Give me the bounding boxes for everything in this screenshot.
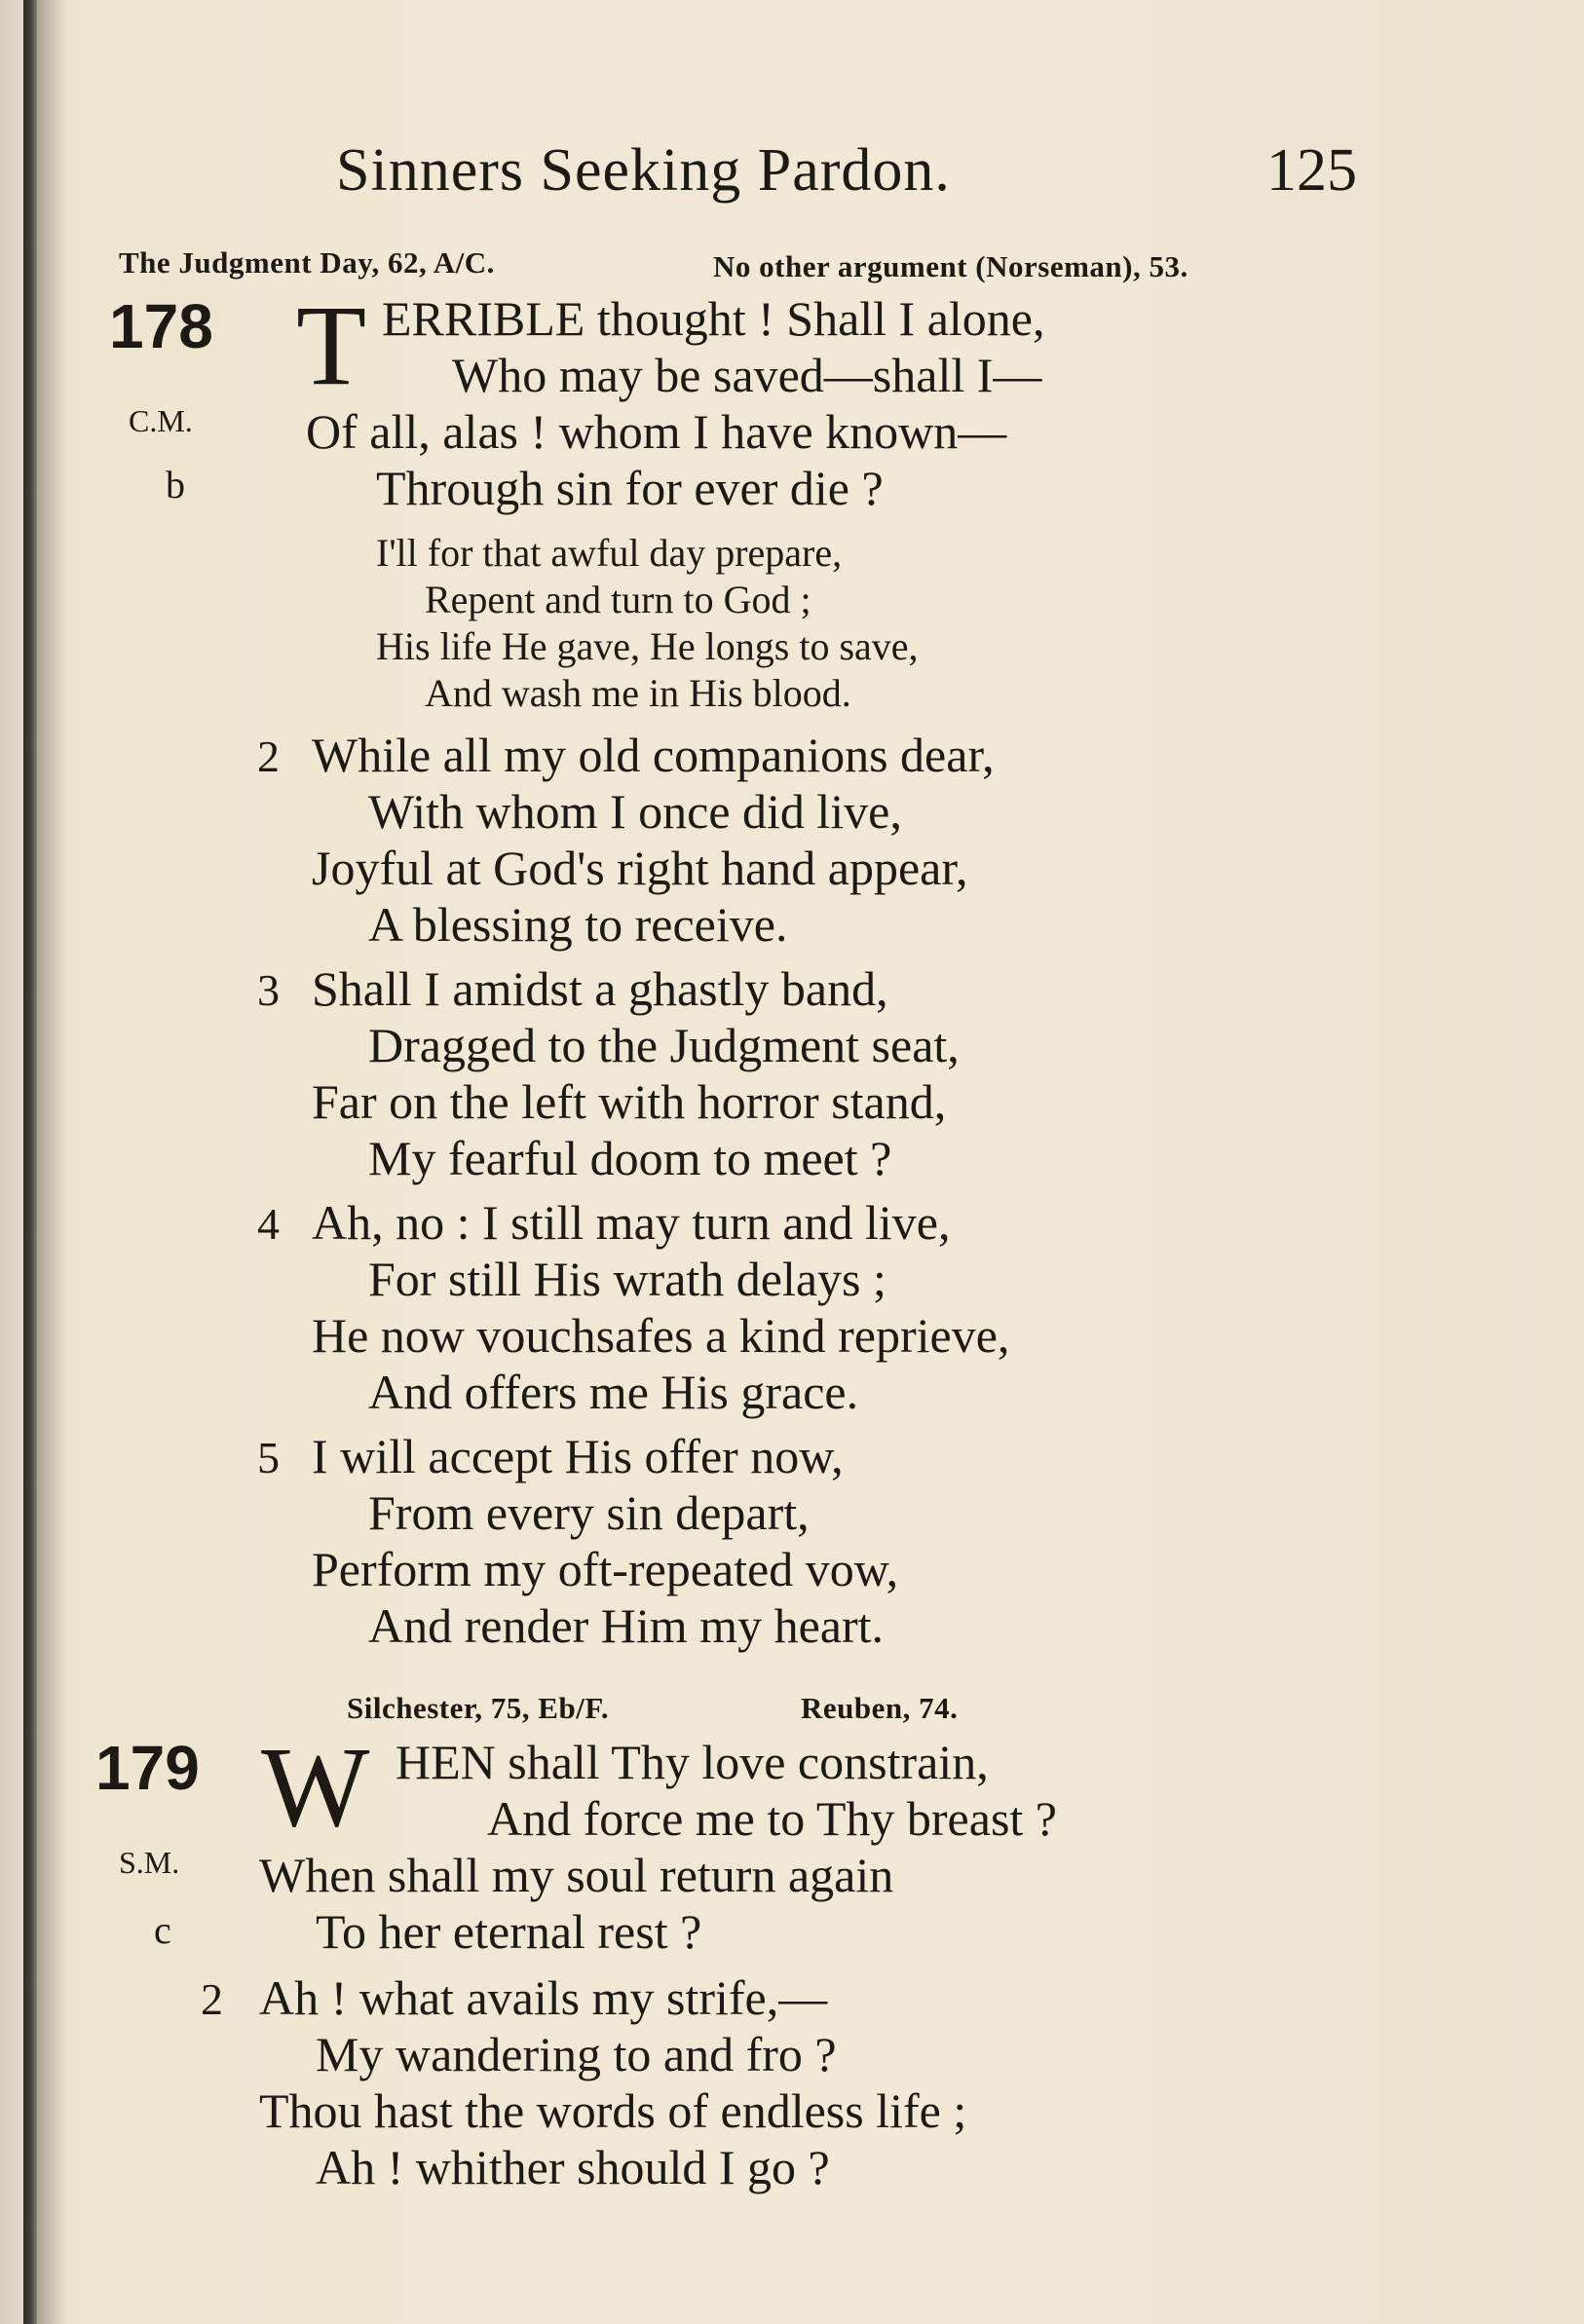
hymn-line: And offers me His grace. bbox=[368, 1365, 859, 1419]
hymn-line: Thou hast the words of endless life ; bbox=[259, 2083, 967, 2138]
chorus-line: I'll for that awful day prepare, bbox=[376, 531, 843, 575]
hymn-line: A blessing to receive. bbox=[368, 897, 788, 952]
hymn-number: 178 bbox=[109, 291, 213, 361]
hymn-line: Shall I amidst a ghastly band, bbox=[312, 961, 888, 1016]
drop-cap: T bbox=[296, 281, 367, 409]
hymn-line: Ah, no : I still may turn and live, bbox=[312, 1195, 951, 1250]
drop-cap: W bbox=[261, 1723, 370, 1851]
chorus-line: And wash me in His blood. bbox=[425, 671, 851, 715]
page-number: 125 bbox=[1266, 137, 1357, 204]
hymn-line: He now vouchsafes a kind reprieve, bbox=[312, 1308, 1010, 1363]
hymn-line: And render Him my heart. bbox=[368, 1598, 885, 1653]
hymn-line: I will accept His offer now, bbox=[312, 1429, 844, 1483]
running-title: Sinners Seeking Pardon. bbox=[336, 137, 951, 204]
hymn-meter: C.M. bbox=[129, 403, 193, 438]
hymn-line: Who may be saved—shall I— bbox=[452, 348, 1042, 402]
hymn-meter: S.M. bbox=[119, 1845, 180, 1880]
tune-reference-left: Silchester, 75, Eb/F. bbox=[347, 1691, 610, 1725]
hymn-line: HEN shall Thy love constrain, bbox=[396, 1735, 989, 1789]
verse-number: 3 bbox=[257, 965, 280, 1015]
tune-reference-right: No other argument (Norseman), 53. bbox=[713, 249, 1188, 283]
hymn-line: Ah ! what avails my strife,— bbox=[259, 1970, 828, 2025]
hymn-line: Far on the left with horror stand, bbox=[312, 1074, 947, 1129]
hymn-line: Joyful at God's right hand appear, bbox=[312, 841, 968, 895]
hymn-line: For still His wrath delays ; bbox=[368, 1252, 886, 1306]
hymn-line: Ah ! whither should I go ? bbox=[316, 2140, 830, 2194]
hymn-line: With whom I once did live, bbox=[368, 784, 902, 839]
verse-number: 2 bbox=[201, 1974, 223, 2024]
hymn-line: When shall my soul return again bbox=[259, 1848, 894, 1902]
book-spine bbox=[23, 0, 37, 2324]
chorus-line: Repent and turn to God ; bbox=[425, 578, 811, 621]
hymn-line: Of all, alas ! whom I have known— bbox=[306, 404, 1007, 459]
spine-shadow bbox=[37, 0, 66, 2324]
chorus-line: His life He gave, He longs to save, bbox=[376, 624, 919, 668]
hymn-line: And force me to Thy breast ? bbox=[487, 1791, 1057, 1846]
hymn-line: To her eternal rest ? bbox=[316, 1904, 702, 1959]
hymn-key: c bbox=[154, 1908, 171, 1952]
hymn-number: 179 bbox=[95, 1733, 200, 1803]
verse-number: 5 bbox=[257, 1433, 280, 1482]
verse-number: 2 bbox=[257, 731, 280, 781]
hymn-line: Dragged to the Judgment seat, bbox=[368, 1018, 960, 1072]
hymn-line: Perform my oft-repeated vow, bbox=[312, 1542, 899, 1596]
tune-reference-right: Reuben, 74. bbox=[801, 1691, 959, 1725]
hymn-line: My wandering to and fro ? bbox=[316, 2027, 837, 2081]
hymn-key: b bbox=[166, 463, 185, 506]
hymn-line: While all my old companions dear, bbox=[312, 728, 995, 782]
hymn-line: From every sin depart, bbox=[368, 1485, 810, 1540]
hymn-line: ERRIBLE thought ! Shall I alone, bbox=[382, 291, 1045, 346]
tune-reference-left: The Judgment Day, 62, A/C. bbox=[119, 245, 495, 280]
verse-number: 4 bbox=[257, 1199, 280, 1249]
hymn-line: Through sin for ever die ? bbox=[376, 461, 884, 515]
hymn-line: My fearful doom to meet ? bbox=[368, 1131, 892, 1185]
